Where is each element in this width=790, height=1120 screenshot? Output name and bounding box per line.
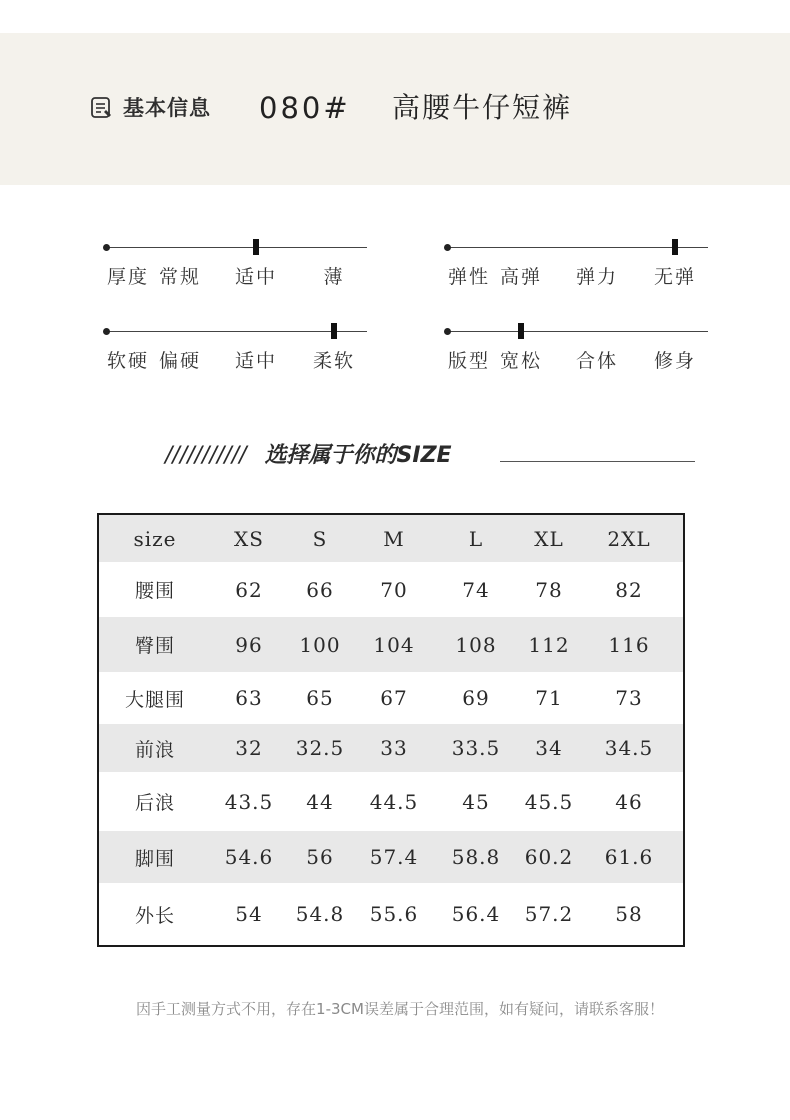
table-cell: 33 [380, 736, 408, 760]
table-cell: 71 [535, 686, 563, 710]
table-cell: 63 [235, 686, 263, 710]
table-cell: 56.4 [451, 902, 501, 926]
scale-marker [518, 323, 524, 339]
table-cell: 43.5 [224, 789, 274, 814]
attribute-option: 弹力 [575, 266, 619, 288]
title-rule [500, 461, 695, 462]
table-cell: 58.8 [451, 845, 501, 869]
title-slashes: /////////// [165, 443, 247, 468]
table-cell: 54.8 [295, 902, 345, 926]
column-header: L [468, 526, 484, 551]
scale-marker [672, 239, 678, 255]
scale-track [446, 247, 708, 248]
table-row [99, 831, 683, 883]
basic-info-label: 基本信息 [123, 96, 211, 120]
attribute-option: 偏硬 [158, 350, 202, 372]
attribute-name: 弹性 [447, 266, 491, 288]
column-header: 2XL [607, 526, 651, 551]
scale-marker [331, 323, 337, 339]
table-cell: 100 [299, 632, 341, 657]
column-header: XS [234, 526, 264, 551]
table-cell: 112 [528, 632, 570, 657]
row-label: 外长 [134, 904, 176, 927]
footnote: 因手工测量方式不用，存在1-3CM误差属于合理范围，如有疑问，请联系客服！ [136, 1000, 664, 1018]
size-section-heading: 选择属于你的SIZE [264, 443, 452, 468]
table-cell: 62 [235, 577, 263, 602]
attribute-option: 薄 [323, 266, 345, 288]
table-cell: 45.5 [524, 789, 574, 814]
table-row [99, 883, 683, 945]
table-cell: 54 [235, 902, 263, 926]
attribute-option: 合体 [575, 350, 619, 372]
table-cell: 66 [306, 577, 334, 602]
column-header: size [133, 526, 177, 551]
table-cell: 34 [535, 736, 563, 760]
size-table [97, 513, 685, 947]
attribute-option: 修身 [653, 350, 697, 372]
attribute-option: 无弹 [653, 266, 697, 288]
table-header-row [99, 515, 683, 562]
attribute-scale [446, 231, 710, 291]
column-header: M [383, 526, 405, 551]
scale-start-dot [444, 328, 451, 335]
table-cell: 32.5 [295, 736, 345, 760]
table-row [99, 724, 683, 772]
table-cell: 70 [380, 577, 408, 602]
table-cell: 108 [455, 632, 497, 657]
table-cell: 78 [535, 577, 563, 602]
attribute-scale [446, 315, 710, 375]
table-cell: 82 [615, 577, 643, 602]
table-cell: 45 [462, 789, 490, 814]
table-cell: 73 [615, 686, 643, 710]
attribute-name: 厚度 [106, 266, 150, 288]
table-cell: 33.5 [451, 736, 501, 760]
attribute-name: 版型 [447, 350, 491, 372]
row-label: 后浪 [134, 792, 176, 814]
table-cell: 67 [380, 686, 408, 710]
table-cell: 44 [306, 789, 334, 814]
row-label: 大腿围 [124, 688, 186, 711]
table-cell: 44.5 [369, 789, 419, 814]
attribute-option: 柔软 [312, 350, 356, 372]
table-cell: 46 [615, 789, 643, 814]
style-code: 080# [259, 91, 351, 125]
scale-start-dot [103, 244, 110, 251]
table-cell: 74 [462, 577, 490, 602]
table-cell: 60.2 [524, 845, 574, 869]
table-cell: 58 [615, 902, 643, 926]
scale-track [105, 247, 367, 248]
table-cell: 57.2 [524, 902, 574, 926]
attribute-option: 宽松 [499, 350, 543, 372]
table-row [99, 772, 683, 831]
attribute-option: 高弹 [499, 266, 543, 288]
attribute-scale [105, 315, 369, 375]
table-row [99, 672, 683, 724]
attribute-option: 适中 [234, 350, 278, 372]
column-header: S [312, 526, 328, 551]
product-name: 高腰牛仔短裤 [392, 91, 573, 124]
table-cell: 69 [462, 686, 490, 710]
attribute-option: 适中 [234, 266, 278, 288]
attribute-option: 常规 [158, 266, 202, 288]
row-label: 臀围 [134, 635, 176, 657]
size-section-title [165, 441, 452, 471]
attribute-scale [105, 231, 369, 291]
scale-marker [253, 239, 259, 255]
row-label: 前浪 [134, 738, 176, 761]
table-cell: 57.4 [369, 845, 419, 869]
scale-track [446, 331, 708, 332]
table-cell: 96 [235, 632, 263, 657]
table-cell: 56 [306, 845, 334, 869]
row-label: 腰围 [134, 580, 176, 602]
table-cell: 65 [306, 686, 334, 710]
table-cell: 54.6 [224, 845, 274, 869]
document-list-icon [90, 96, 114, 120]
row-label: 脚围 [134, 847, 176, 870]
table-cell: 104 [373, 632, 415, 657]
scale-start-dot [444, 244, 451, 251]
scale-track [105, 331, 367, 332]
table-cell: 32 [235, 736, 263, 760]
table-cell: 61.6 [604, 845, 654, 869]
scale-start-dot [103, 328, 110, 335]
table-row [99, 562, 683, 617]
table-cell: 116 [608, 632, 650, 657]
attribute-name: 软硬 [106, 350, 150, 372]
table-cell: 55.6 [369, 902, 419, 926]
table-cell: 34.5 [604, 736, 654, 760]
column-header: XL [534, 526, 564, 551]
table-row [99, 617, 683, 672]
